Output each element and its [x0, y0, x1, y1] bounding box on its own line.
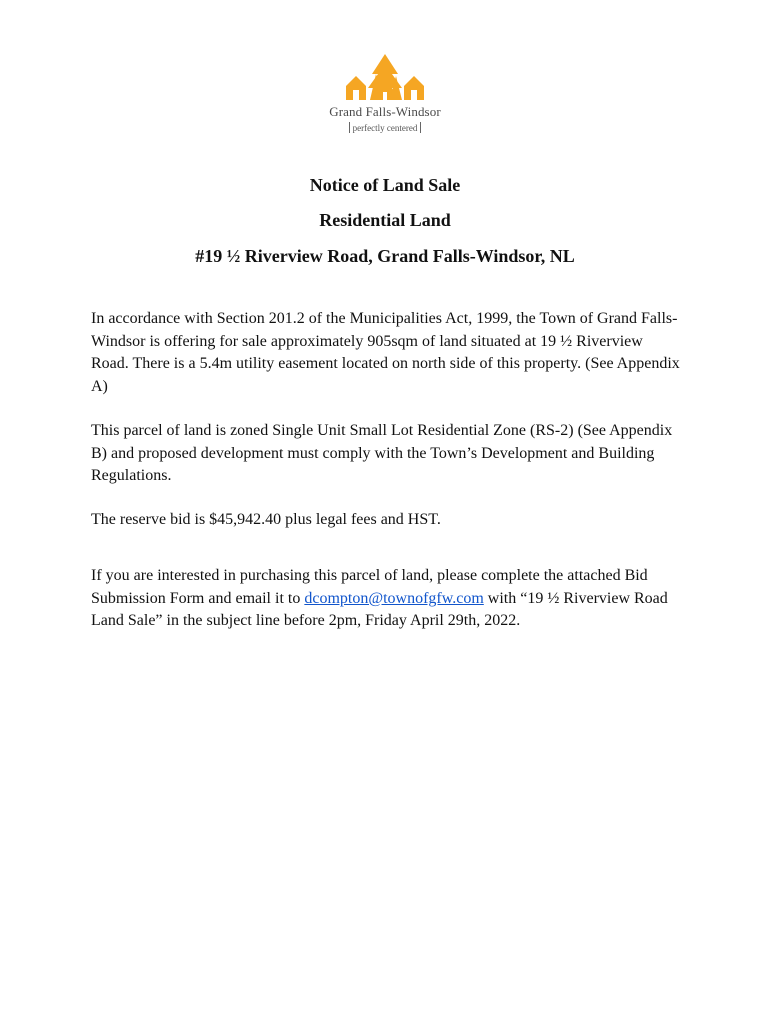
tagline-divider-left	[349, 122, 350, 133]
logo-town-name: Grand Falls-Windsor	[329, 104, 441, 119]
section-paragraph: In accordance with Section 201.2 of the Municipalities Act, 1999, the Town of Grand Falls-Windsor is offering for sale approximately 905sqm of land situated at 19 ½ Riverview Road. There is a 5.4m utility easement located on north side of this property. (See Appendix A)	[91, 310, 680, 395]
email-link[interactable]: dcompton@townofgfw.com	[304, 589, 484, 607]
submission-text-before: If you are interested in purchasing this parcel of land, please complete the attached Bid Submission Form and email it to	[91, 567, 648, 607]
trees-houses-logo-icon	[342, 52, 428, 102]
land-type-heading: Residential Land	[319, 210, 451, 230]
reserve-bid-paragraph: The reserve bid is $45,942.40 plus legal fees and HST.	[91, 511, 441, 528]
submission-text-after: with “19 ½ Riverview Road Land Sale” in the subject line before 2pm, Friday April 29th, 2022.	[91, 589, 668, 629]
property-address-heading: #19 ½ Riverview Road, Grand Falls-Windsor, NL	[195, 246, 575, 266]
town-logo	[318, 52, 452, 142]
tagline-divider-right	[420, 122, 421, 133]
notice-title: Notice of Land Sale	[309, 175, 461, 195]
logo-tagline	[338, 122, 432, 133]
submission-paragraph	[91, 565, 681, 633]
zoning-paragraph: This parcel of land is zoned Single Unit Small Lot Residential Zone (RS-2) (See Appendix B) and proposed development must comply with the Town’s Development and Building Regulations.	[91, 422, 673, 484]
logo-tagline-text: perfectly centered	[352, 123, 418, 133]
